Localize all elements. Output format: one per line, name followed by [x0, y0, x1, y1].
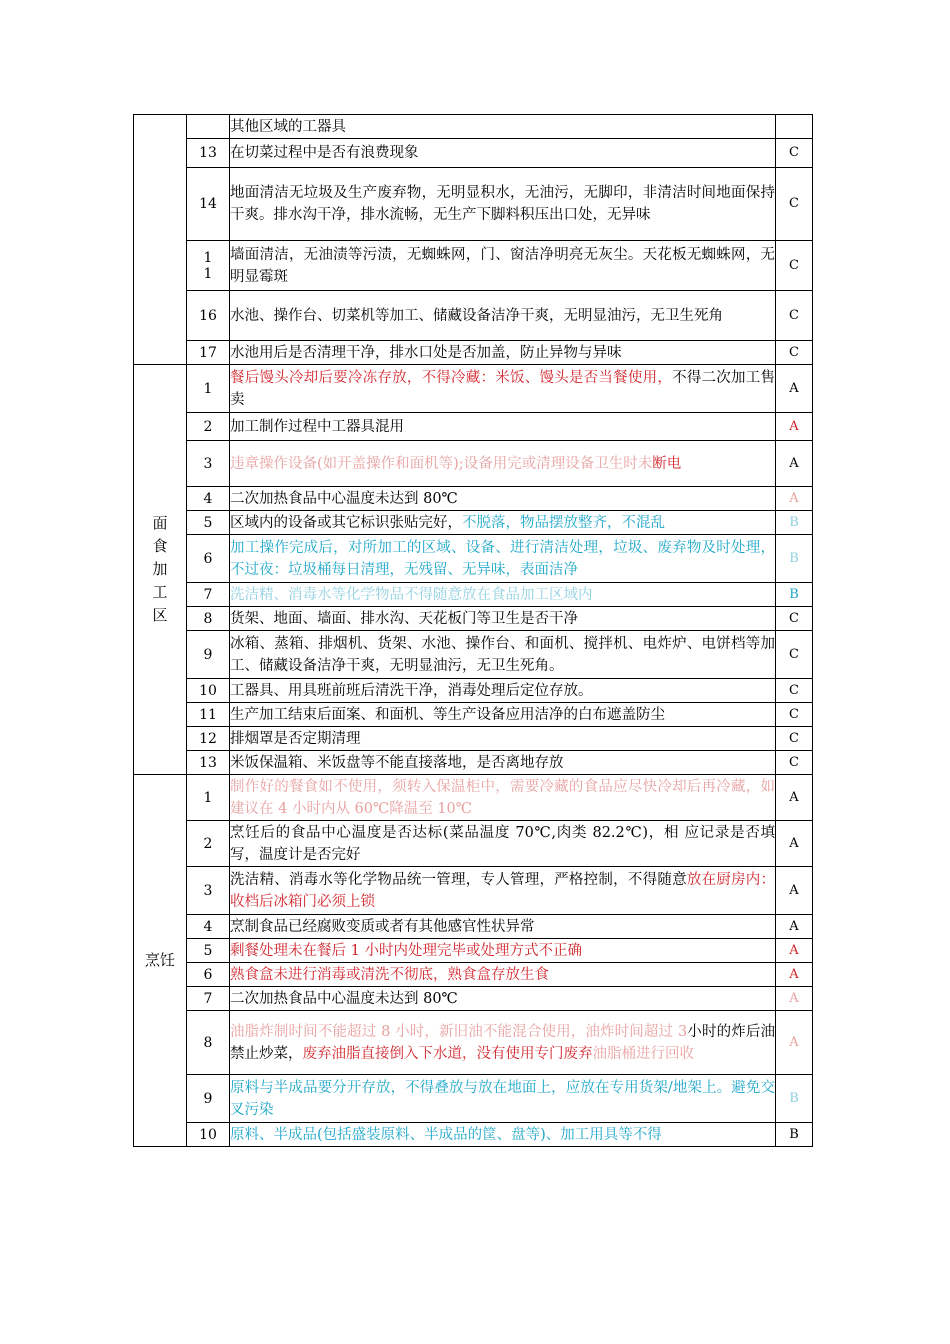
row-number: 8	[187, 1011, 230, 1075]
grade-cell: C	[776, 631, 813, 679]
row-number: 14	[187, 168, 230, 241]
area-cell	[134, 365, 187, 775]
description-segment: 违章操作设备(如开盖操作和面机等);设备用完或清理设备卫生时未	[230, 455, 653, 472]
grade-cell: B	[776, 511, 813, 535]
item-description	[230, 867, 776, 915]
description-segment: 在切菜过程中是否有浪费现象	[230, 145, 419, 161]
item-description	[230, 987, 776, 1011]
area-label: 面 食 加 工 区	[152, 514, 168, 624]
row-number: 1	[187, 775, 230, 821]
row-number: 5	[187, 511, 230, 535]
grade-cell: B	[776, 1075, 813, 1123]
table-row	[134, 241, 813, 291]
grade-cell: A	[776, 413, 813, 441]
item-description	[230, 939, 776, 963]
row-number: 13	[187, 139, 230, 168]
item-description	[230, 607, 776, 631]
table-row	[134, 1123, 813, 1147]
row-number: 4	[187, 915, 230, 939]
description-segment: 油脂桶进行回收	[592, 1045, 694, 1062]
grade-cell: C	[776, 751, 813, 775]
table-row	[134, 963, 813, 987]
row-number: 16	[187, 291, 230, 341]
row-number: 2	[187, 821, 230, 867]
description-segment: 餐后馒头冷却后要冷冻存放，不得冷藏：米饭、馒头是否当餐使用，	[230, 369, 673, 386]
description-segment: 熟食盒未进行消毒或清洗不彻底，熟食盒存放生食	[230, 966, 549, 983]
description-segment: 墙面清洁，无油渍等污渍，无蜘蛛网，门、窗洁净明亮无灰尘。天花板无蜘蛛网，无明显霉斑	[230, 246, 775, 285]
row-number: 3	[187, 441, 230, 487]
item-description	[230, 441, 776, 487]
grade-cell: C	[776, 291, 813, 341]
grade-cell: C	[776, 727, 813, 751]
description-segment: 放在厨房内：收档后冰箱门必须上锁	[230, 871, 776, 910]
grade-cell: A	[776, 487, 813, 511]
description-segment: 油脂炸制时间不能超过 8 小时，新旧油不能混合使用，油炸时间超过 3	[230, 1023, 688, 1040]
item-description	[230, 413, 776, 441]
description-segment: 水池用后是否清理干净，排水口处是否加盖，防止异物与异味	[230, 344, 622, 361]
item-description	[230, 631, 776, 679]
grade-cell: C	[776, 168, 813, 241]
description-segment: 原料、半成品(包括盛装原料、半成品的筐、盘等)、加工用具等不得	[230, 1126, 662, 1143]
description-segment: 原料与半成品要分开存放，不得叠放与放在地面上，应放在专用货架/地架上。避免交叉污染	[230, 1079, 775, 1118]
grade-cell: C	[776, 679, 813, 703]
row-number: 1 1	[187, 241, 230, 291]
grade-cell: C	[776, 703, 813, 727]
row-number: 10	[187, 679, 230, 703]
row-number: 5	[187, 939, 230, 963]
item-description	[230, 915, 776, 939]
row-number	[187, 115, 230, 139]
grade-cell: C	[776, 241, 813, 291]
item-description	[230, 679, 776, 703]
grade-cell: A	[776, 939, 813, 963]
description-segment: 加工操作完成后，对所加工的区域、设备、进行清洁处理，垃圾、废弃物及时处理，不过夜：垃圾桶每日清理，无残留、无异味，表面洁净	[230, 539, 775, 578]
item-description	[230, 168, 776, 241]
row-number: 9	[187, 1075, 230, 1123]
description-segment: 排烟罩是否定期清理	[230, 730, 361, 747]
description-segment: 冰箱、蒸箱、排烟机、货架、水池、操作台、和面机、搅拌机、电炸炉、电饼档等加工、储藏设备洁净干爽，无明显油污，无卫生死角。	[230, 635, 775, 674]
table-row	[134, 679, 813, 703]
row-number: 6	[187, 535, 230, 583]
row-number: 6	[187, 963, 230, 987]
inspection-checklist-table	[133, 114, 813, 1147]
description-segment: 制作好的餐食如不使用，须转入保温柜中，需要冷藏的食品应尽快冷却后再冷藏，如建议在 4 小时内从 60℃降温至 10℃	[230, 778, 775, 817]
description-segment: 二次加热食品中心温度未达到 80℃	[230, 990, 458, 1007]
grade-cell: A	[776, 987, 813, 1011]
item-description	[230, 1011, 776, 1075]
description-segment: 不脱落，物品摆放整齐，不混乱	[462, 514, 665, 531]
item-description	[230, 139, 776, 168]
description-segment: 断电	[652, 455, 682, 472]
item-description	[230, 487, 776, 511]
description-segment: 货架、地面、墙面、排水沟、天花板门等卫生是否干净	[230, 610, 578, 627]
description-segment: 加工制作过程中工器具混用	[230, 418, 404, 435]
row-number: 4	[187, 487, 230, 511]
description-segment: 地面清洁无垃圾及生产废弃物，无明显积水，无油污，无脚印，非清洁时间地面保持干爽。排水沟干净，排水流畅，无生产下脚料积压出口处，无异味	[230, 185, 775, 223]
table-row	[134, 939, 813, 963]
description-segment: 其他区域的工器具	[230, 118, 346, 135]
item-description	[230, 775, 776, 821]
table-row	[134, 631, 813, 679]
grade-cell: A	[776, 1011, 813, 1075]
item-description	[230, 365, 776, 413]
description-segment: 水池、操作台、切菜机等加工、储藏设备洁净干爽，无明显油污，无卫生死角	[230, 307, 723, 324]
item-description	[230, 341, 776, 365]
table-row	[134, 607, 813, 631]
item-description	[230, 241, 776, 291]
grade-cell: A	[776, 775, 813, 821]
item-description	[230, 535, 776, 583]
grade-cell: B	[776, 583, 813, 607]
row-number: 2	[187, 413, 230, 441]
row-number: 10	[187, 1123, 230, 1147]
item-description	[230, 703, 776, 727]
description-segment: 剩餐处理未在餐后 1 小时内处理完毕或处理方式不正确	[230, 942, 582, 959]
row-number: 17	[187, 341, 230, 365]
grade-cell: C	[776, 341, 813, 365]
area-label: 烹饪	[144, 951, 175, 969]
grade-cell: A	[776, 365, 813, 413]
grade-cell: A	[776, 915, 813, 939]
description-segment: 废弃油脂直接倒入下水道，没有使用专门废弃	[302, 1045, 593, 1062]
grade-cell: B	[776, 535, 813, 583]
item-description	[230, 963, 776, 987]
table-row	[134, 1075, 813, 1123]
table-row	[134, 139, 813, 168]
description-segment: 烹制食品已经腐败变质或者有其他感官性状异常	[230, 918, 535, 935]
grade-cell: C	[776, 607, 813, 631]
area-cell	[134, 115, 187, 365]
row-number: 11	[187, 703, 230, 727]
description-segment: 不得二次加工售卖	[230, 369, 776, 408]
row-number: 13	[187, 751, 230, 775]
description-segment: 洗洁精、消毒水等化学物品不得随意放在食品加工区域内	[230, 586, 593, 603]
table-row	[134, 441, 813, 487]
table-row	[134, 867, 813, 915]
item-description	[230, 1123, 776, 1147]
row-number: 7	[187, 583, 230, 607]
table-row	[134, 365, 813, 413]
grade-cell: B	[776, 1123, 813, 1147]
description-segment: 区域内的设备或其它标识张贴完好，	[230, 514, 462, 531]
grade-cell	[776, 115, 813, 139]
table-row	[134, 1011, 813, 1075]
table-row	[134, 727, 813, 751]
table-row	[134, 583, 813, 607]
table-row	[134, 915, 813, 939]
description-segment: 工器具、用具班前班后清洗干净，消毒处理后定位存放。	[230, 682, 593, 699]
table-row	[134, 487, 813, 511]
row-number: 3	[187, 867, 230, 915]
table-row	[134, 341, 813, 365]
table-row	[134, 703, 813, 727]
table-row	[134, 535, 813, 583]
row-number: 9	[187, 631, 230, 679]
row-number: 7	[187, 987, 230, 1011]
table-row	[134, 413, 813, 441]
table-row	[134, 775, 813, 821]
item-description	[230, 511, 776, 535]
row-number: 8	[187, 607, 230, 631]
item-description	[230, 821, 776, 867]
item-description	[230, 1075, 776, 1123]
grade-cell: A	[776, 441, 813, 487]
description-segment: 洗洁精、消毒水等化学物品统一管理，专人管理，严格控制，不得随意	[230, 871, 687, 888]
item-description	[230, 291, 776, 341]
grade-cell: A	[776, 821, 813, 867]
description-segment: 米饭保温箱、米饭盘等不能直接落地，是否离地存放	[230, 754, 564, 771]
grade-cell: A	[776, 867, 813, 915]
description-segment: 小时的炸后油禁止炒菜，	[230, 1023, 775, 1062]
table-row	[134, 511, 813, 535]
table-row	[134, 291, 813, 341]
description-segment: 生产加工结束后面案、和面机、等生产设备应用洁净的白布遮盖防尘	[230, 706, 665, 723]
table-row	[134, 821, 813, 867]
row-number: 12	[187, 727, 230, 751]
table-row	[134, 115, 813, 139]
description-segment: 烹饪后的食品中心温度是否达标(菜品温度 70℃,肉类 82.2℃)，相 应记录是否填写，温度计是否完好	[230, 824, 775, 863]
table-row	[134, 987, 813, 1011]
item-description	[230, 727, 776, 751]
grade-cell: A	[776, 963, 813, 987]
description-segment: 二次加热食品中心温度未达到 80℃	[230, 490, 458, 507]
grade-cell: C	[776, 139, 813, 168]
item-description	[230, 115, 776, 139]
table-row	[134, 168, 813, 241]
area-cell	[134, 775, 187, 1147]
row-number: 1	[187, 365, 230, 413]
item-description	[230, 583, 776, 607]
item-description	[230, 751, 776, 775]
table-row	[134, 751, 813, 775]
